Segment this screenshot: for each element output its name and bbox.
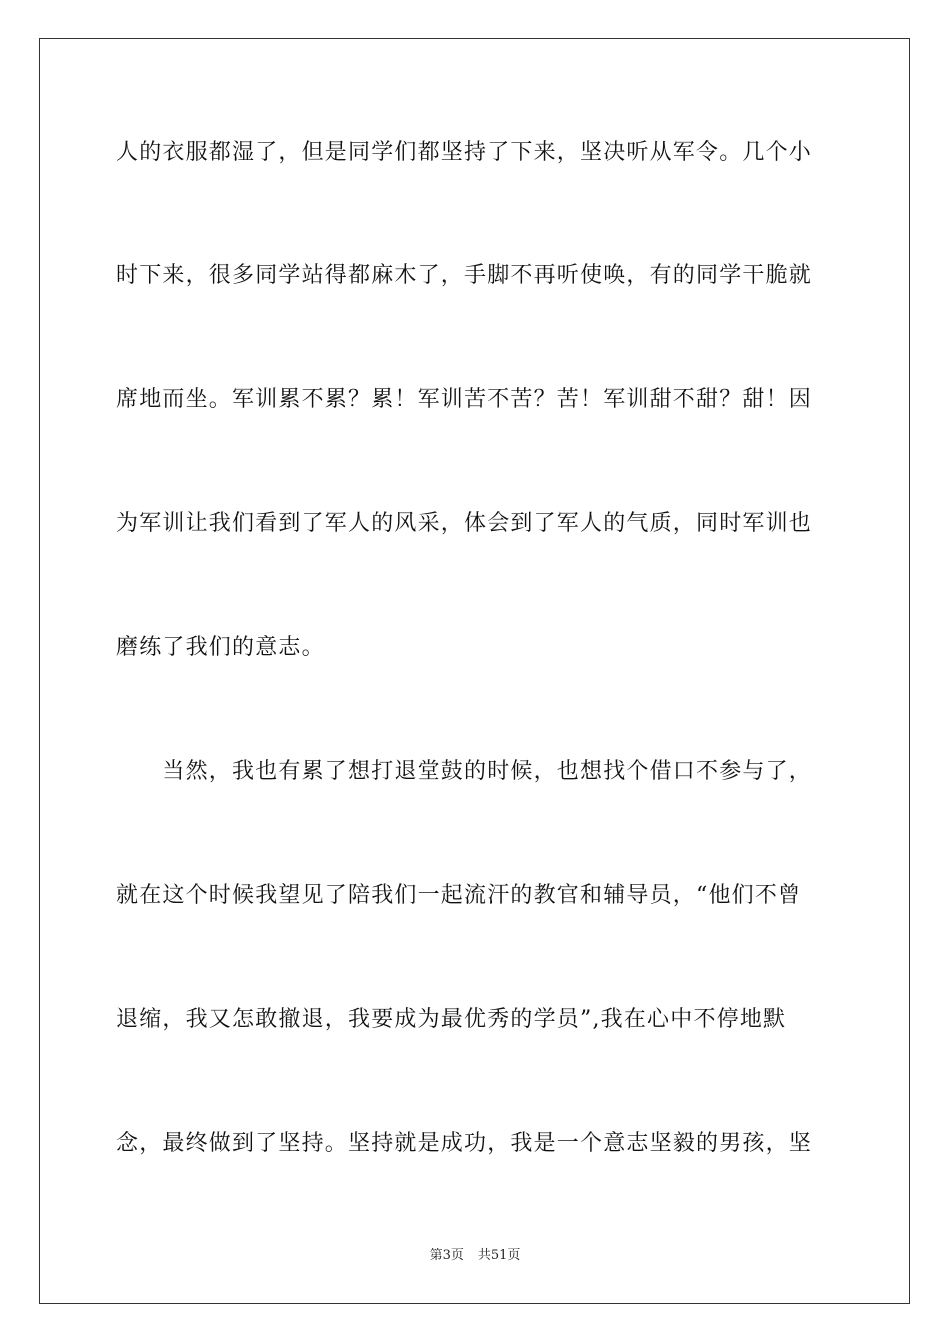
text-line-4: 为军训让我们看到了军人的风采，体会到了军人的气质，同时军训也: [116, 511, 813, 536]
text-line-8: 退缩，我又怎敢撤退，我要成为最优秀的学员”,我在心中不停地默: [116, 1007, 787, 1032]
text-line-1: 人的衣服都湿了，但是同学们都坚持了下来，坚决听从军令。几个小: [116, 140, 813, 165]
text-line-5: 磨练了我们的意志。: [116, 635, 325, 660]
page-number: 第3页: [429, 1248, 464, 1263]
page-border: [39, 38, 910, 1304]
text-line-3: 席地而坐。军训累不累？累！军训苦不苦？苦！军训甜不甜？甜！因: [116, 387, 813, 412]
text-line-6: 当然，我也有累了想打退堂鼓的时候，也想找个借口不参与了，: [116, 759, 813, 784]
page-footer: [0, 1247, 950, 1265]
text-line-9: 念，最终做到了坚持。坚持就是成功，我是一个意志坚毅的男孩，坚: [116, 1131, 813, 1156]
text-line-2: 时下来，很多同学站得都麻木了，手脚不再听使唤，有的同学干脆就: [116, 263, 813, 288]
page-total: 共51页: [477, 1248, 521, 1263]
text-line-7: 就在这个时候我望见了陪我们一起流汗的教官和辅导员，“他们不曾: [116, 883, 802, 908]
